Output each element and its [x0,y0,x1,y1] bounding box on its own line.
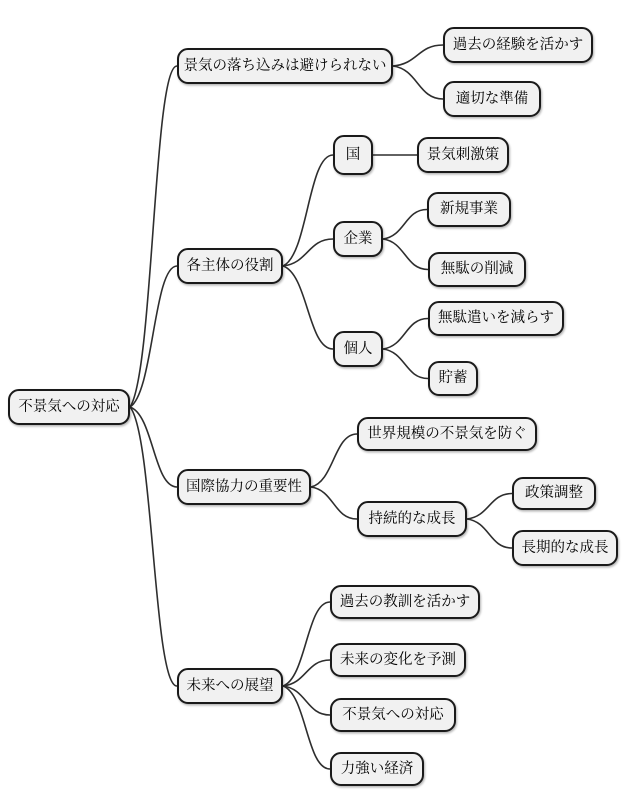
mindmap-node-chochiku: 貯蓄 [428,361,478,396]
mindmap-node-mirai: 未来の変化を予測 [330,643,466,677]
mindmap-node-kako: 過去の教訓を活かす [330,585,480,619]
mindmap-node-b4: 未来への展望 [177,668,283,704]
mindmap-node-kojin: 個人 [333,331,383,367]
mindmap-node-b1c1: 過去の経験を活かす [443,27,593,63]
mindmap-node-fukeiki: 不景気への対応 [330,698,456,732]
mindmap-node-b1c2: 適切な準備 [443,81,541,117]
mindmap-node-b3: 国際協力の重要性 [177,469,311,505]
mindmap-node-chikara: 力強い経済 [330,752,424,786]
mindmap-node-choki: 長期的な成長 [512,530,618,566]
mindmap-node-jizoku: 持続的な成長 [357,501,467,537]
mindmap-node-mudazukai: 無駄遣いを減らす [428,301,564,336]
mindmap-node-muda: 無駄の削減 [428,252,526,287]
mindmap-node-keiki: 景気刺激策 [417,137,509,173]
mindmap-node-seisaku: 政策調整 [512,477,596,510]
mindmap-node-root: 不景気への対応 [8,389,130,425]
mindmap-node-kigyo: 企業 [333,221,383,257]
mindmap-node-sekai: 世界規模の不景気を防ぐ [357,417,537,451]
mindmap-node-shinki: 新規事業 [427,192,511,227]
mindmap-node-b2: 各主体の役割 [177,248,283,284]
mindmap-node-kuni: 国 [333,135,373,175]
mindmap-node-b1: 景気の落ち込みは避けられない [177,48,393,84]
